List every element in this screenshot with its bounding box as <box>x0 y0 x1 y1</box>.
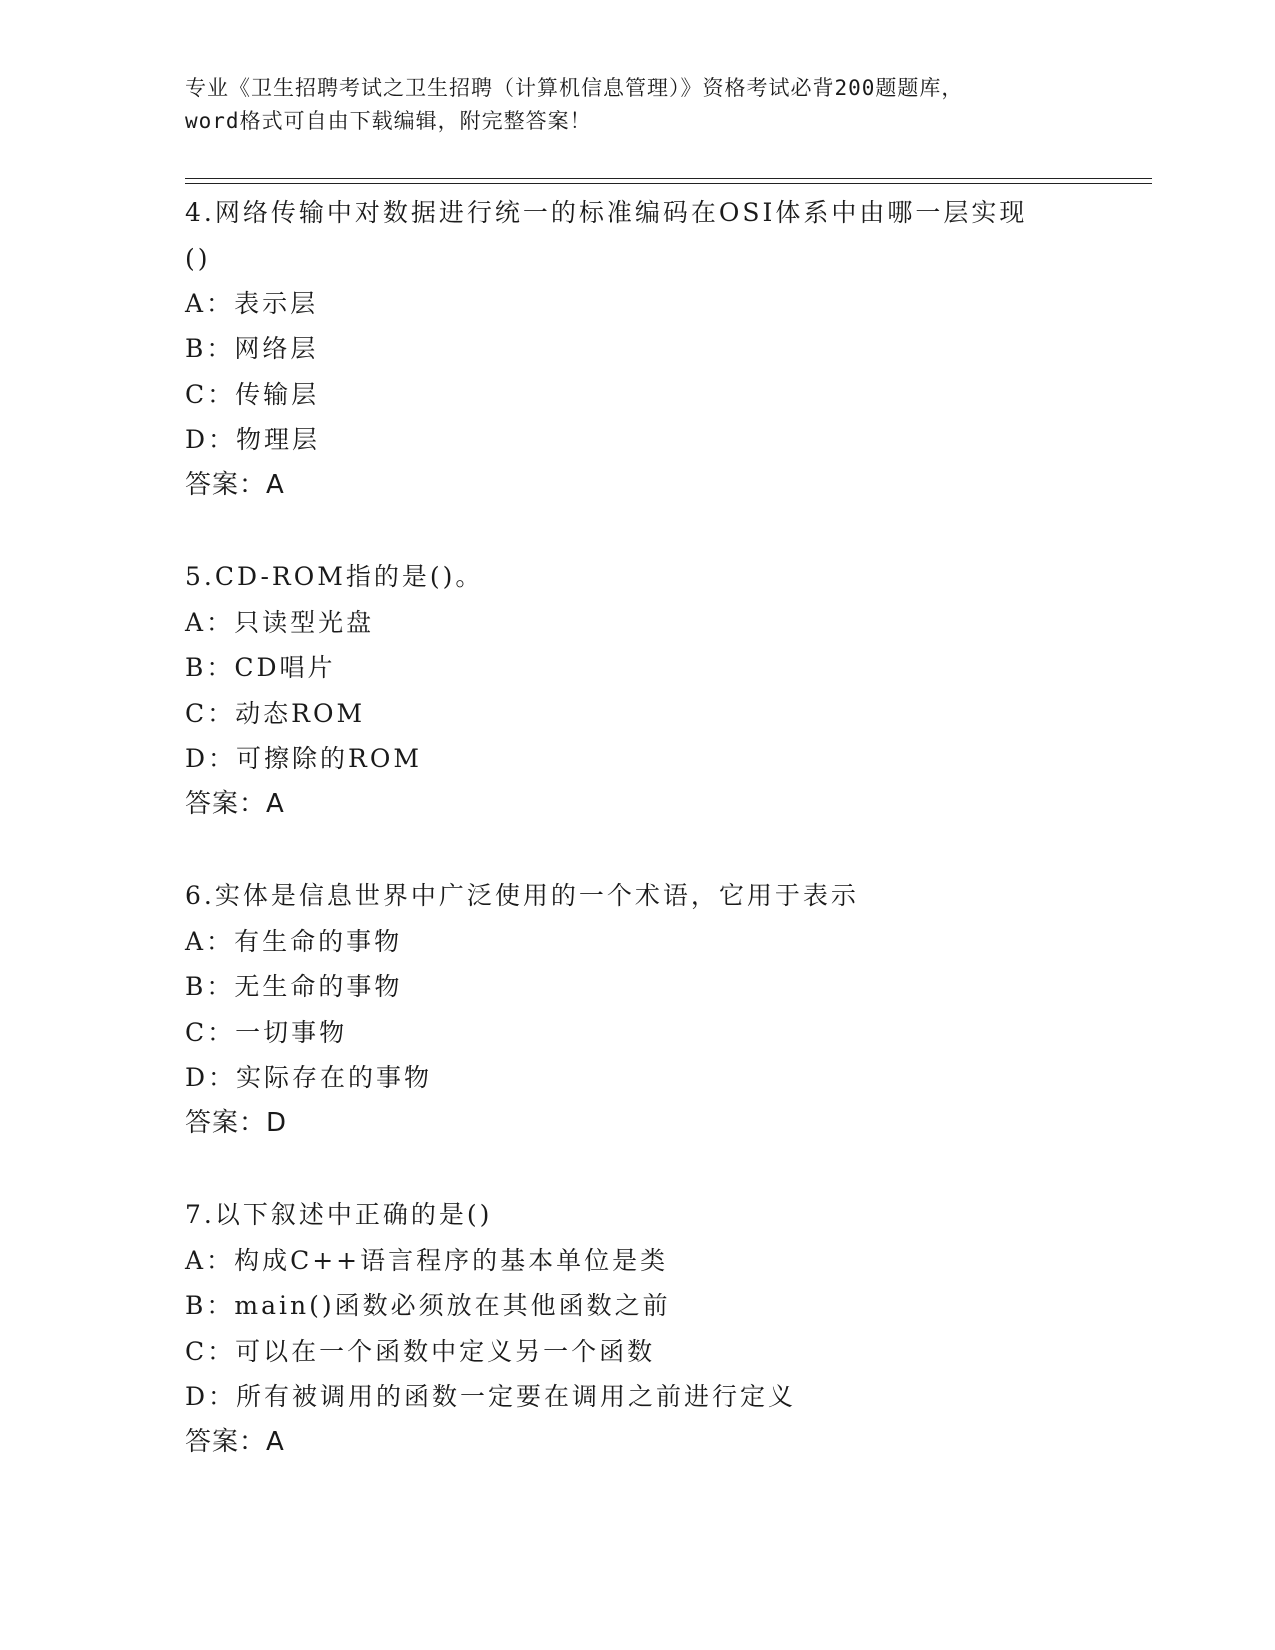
document-header <box>185 72 1085 138</box>
answer-line: 答案：A <box>185 469 285 500</box>
option-c <box>185 1010 1145 1056</box>
option-d <box>185 736 1145 782</box>
answer-line: 答案：D <box>185 1107 288 1138</box>
option-b <box>185 645 1145 691</box>
question-block <box>185 873 1145 1146</box>
header-title-line-2: word格式可自由下载编辑，附完整答案！ <box>185 109 592 133</box>
option-text: 网络层 <box>234 334 319 363</box>
question-stem-continuation: () <box>185 243 211 273</box>
option-letter: B： <box>185 653 235 682</box>
option-text: 表示层 <box>234 288 319 318</box>
question-block <box>185 190 1145 508</box>
option-c <box>185 372 1145 418</box>
option-b <box>185 964 1145 1010</box>
option-a <box>185 1238 1145 1284</box>
question-block <box>185 1192 1145 1465</box>
option-text: 只读型光盘 <box>234 607 375 637</box>
header-divider-top <box>185 178 1152 179</box>
question-stem: 6.实体是信息世界中广泛使用的一个术语，它用于表示 <box>185 881 859 910</box>
option-letter: C： <box>185 1336 236 1366</box>
question-list <box>185 190 1145 1511</box>
option-text: 有生命的事物 <box>234 926 403 956</box>
option-text: 物理层 <box>236 425 321 454</box>
option-text: main()函数必须放在其他函数之前 <box>234 1291 671 1320</box>
option-letter: A： <box>185 288 235 318</box>
option-a <box>185 600 1145 646</box>
option-d <box>185 1374 1145 1420</box>
option-letter: D： <box>185 1063 237 1092</box>
option-c <box>185 1329 1145 1375</box>
option-c <box>185 691 1145 737</box>
header-title-line-1: 专业《卫生招聘考试之卫生招聘（计算机信息管理）》资格考试必背200题题库， <box>185 76 964 100</box>
question-block <box>185 554 1145 827</box>
header-divider-bottom <box>185 183 1152 184</box>
option-letter: D： <box>185 425 237 454</box>
option-letter: C： <box>185 698 236 728</box>
option-text: 一切事物 <box>235 1017 348 1047</box>
option-letter: B： <box>185 972 235 1001</box>
option-text: 实际存在的事物 <box>236 1063 433 1092</box>
question-stem: 7.以下叙述中正确的是() <box>185 1200 493 1229</box>
option-letter: A： <box>185 607 235 637</box>
option-letter: D： <box>185 744 237 773</box>
option-d <box>185 417 1145 463</box>
question-stem: 4.网络传输中对数据进行统一的标准编码在OSI体系中由哪一层实现 <box>185 198 1028 227</box>
option-text: 构成C++语言程序的基本单位是类 <box>234 1245 669 1275</box>
option-letter: B： <box>185 1291 235 1320</box>
option-letter: D： <box>185 1382 237 1411</box>
option-text: 无生命的事物 <box>234 972 403 1001</box>
option-d <box>185 1055 1145 1101</box>
answer-line: 答案：A <box>185 1426 285 1457</box>
option-letter: C： <box>185 379 236 409</box>
option-b <box>185 326 1145 372</box>
option-text: 动态ROM <box>235 698 366 728</box>
option-b <box>185 1283 1145 1329</box>
option-a <box>185 281 1145 327</box>
answer-line: 答案：A <box>185 788 285 819</box>
question-stem: 5.CD-ROM指的是()。 <box>185 562 484 591</box>
option-letter: C： <box>185 1017 236 1047</box>
option-text: 所有被调用的函数一定要在调用之前进行定义 <box>236 1382 797 1411</box>
option-text: 可擦除的ROM <box>236 744 422 773</box>
option-text: 可以在一个函数中定义另一个函数 <box>235 1336 656 1366</box>
option-text: CD唱片 <box>234 653 336 682</box>
option-a <box>185 919 1145 965</box>
option-letter: A： <box>185 926 235 956</box>
option-text: 传输层 <box>235 379 320 409</box>
option-letter: B： <box>185 334 235 363</box>
option-letter: A： <box>185 1245 235 1275</box>
